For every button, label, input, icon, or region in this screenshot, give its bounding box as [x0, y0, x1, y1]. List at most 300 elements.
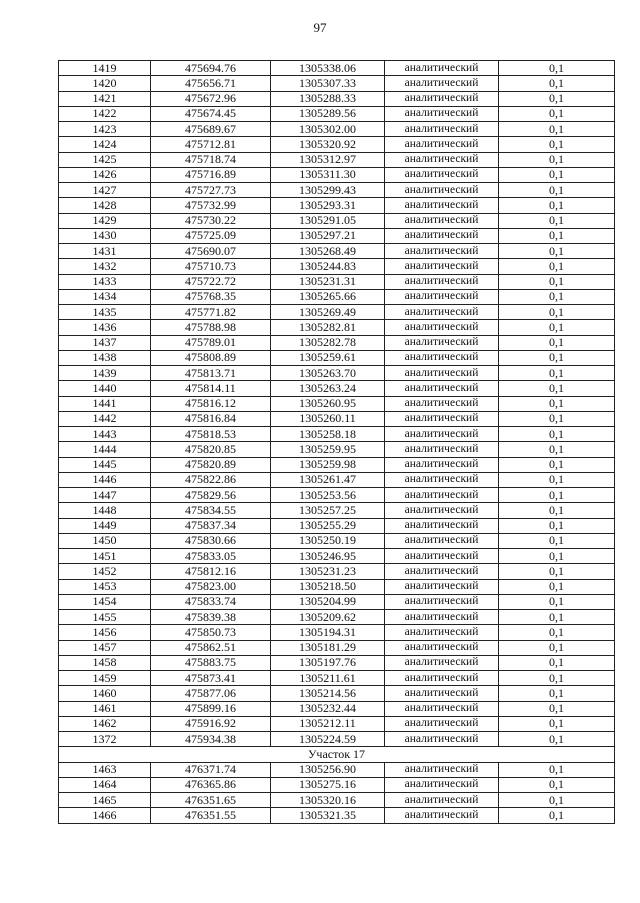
- table-row: [59, 91, 615, 106]
- method-cell: аналитический: [385, 610, 499, 625]
- accuracy-cell: 0,1: [499, 549, 615, 564]
- method-cell: аналитический: [385, 411, 499, 426]
- y-coordinate-cell: 1305307.33: [271, 76, 385, 91]
- table-body-part2: [59, 762, 615, 823]
- method-cell: аналитический: [385, 549, 499, 564]
- point-number-cell: 1436: [59, 320, 151, 335]
- method-cell: аналитический: [385, 640, 499, 655]
- x-coordinate-cell: 475916.92: [151, 716, 271, 731]
- accuracy-cell: 0,1: [499, 457, 615, 472]
- point-number-cell: 1460: [59, 686, 151, 701]
- y-coordinate-cell: 1305275.16: [271, 777, 385, 792]
- x-coordinate-cell: 475839.38: [151, 610, 271, 625]
- table-row: [59, 762, 615, 777]
- y-coordinate-cell: 1305257.25: [271, 503, 385, 518]
- y-coordinate-cell: 1305218.50: [271, 579, 385, 594]
- accuracy-cell: 0,1: [499, 808, 615, 823]
- y-coordinate-cell: 1305282.81: [271, 320, 385, 335]
- table-row: [59, 564, 615, 579]
- method-cell: аналитический: [385, 793, 499, 808]
- y-coordinate-cell: 1305231.31: [271, 274, 385, 289]
- accuracy-cell: 0,1: [499, 198, 615, 213]
- method-cell: аналитический: [385, 305, 499, 320]
- x-coordinate-cell: 475812.16: [151, 564, 271, 579]
- accuracy-cell: 0,1: [499, 701, 615, 716]
- table-row: [59, 76, 615, 91]
- x-coordinate-cell: 475789.01: [151, 335, 271, 350]
- table-row: [59, 655, 615, 670]
- accuracy-cell: 0,1: [499, 640, 615, 655]
- x-coordinate-cell: 475820.89: [151, 457, 271, 472]
- accuracy-cell: 0,1: [499, 655, 615, 670]
- y-coordinate-cell: 1305204.99: [271, 594, 385, 609]
- method-cell: аналитический: [385, 427, 499, 442]
- table-row: [59, 518, 615, 533]
- y-coordinate-cell: 1305255.29: [271, 518, 385, 533]
- method-cell: аналитический: [385, 350, 499, 365]
- table-row: [59, 335, 615, 350]
- accuracy-cell: 0,1: [499, 594, 615, 609]
- table-row: [59, 793, 615, 808]
- y-coordinate-cell: 1305338.06: [271, 61, 385, 76]
- method-cell: аналитический: [385, 61, 499, 76]
- point-number-cell: 1448: [59, 503, 151, 518]
- y-coordinate-cell: 1305181.29: [271, 640, 385, 655]
- x-coordinate-cell: 475934.38: [151, 732, 271, 747]
- method-cell: аналитический: [385, 228, 499, 243]
- method-cell: аналитический: [385, 106, 499, 121]
- method-cell: аналитический: [385, 167, 499, 182]
- accuracy-cell: 0,1: [499, 350, 615, 365]
- table-row: [59, 610, 615, 625]
- table-row: [59, 442, 615, 457]
- table-row: [59, 228, 615, 243]
- accuracy-cell: 0,1: [499, 335, 615, 350]
- accuracy-cell: 0,1: [499, 366, 615, 381]
- method-cell: аналитический: [385, 762, 499, 777]
- table-row: [59, 488, 615, 503]
- section-title: Участок 17: [59, 747, 615, 762]
- y-coordinate-cell: 1305268.49: [271, 244, 385, 259]
- x-coordinate-cell: 475722.72: [151, 274, 271, 289]
- table-row: [59, 579, 615, 594]
- point-number-cell: 1372: [59, 732, 151, 747]
- point-number-cell: 1434: [59, 289, 151, 304]
- x-coordinate-cell: 475732.99: [151, 198, 271, 213]
- table-row: [59, 350, 615, 365]
- x-coordinate-cell: 475833.74: [151, 594, 271, 609]
- accuracy-cell: 0,1: [499, 427, 615, 442]
- accuracy-cell: 0,1: [499, 686, 615, 701]
- x-coordinate-cell: 475656.71: [151, 76, 271, 91]
- table-row: [59, 457, 615, 472]
- point-number-cell: 1466: [59, 808, 151, 823]
- table-row: [59, 167, 615, 182]
- point-number-cell: 1432: [59, 259, 151, 274]
- table-row: [59, 396, 615, 411]
- method-cell: аналитический: [385, 808, 499, 823]
- point-number-cell: 1433: [59, 274, 151, 289]
- x-coordinate-cell: 475818.53: [151, 427, 271, 442]
- point-number-cell: 1452: [59, 564, 151, 579]
- x-coordinate-cell: 475813.71: [151, 366, 271, 381]
- method-cell: аналитический: [385, 716, 499, 731]
- point-number-cell: 1428: [59, 198, 151, 213]
- method-cell: аналитический: [385, 320, 499, 335]
- table-row: [59, 732, 615, 747]
- point-number-cell: 1442: [59, 411, 151, 426]
- point-number-cell: 1427: [59, 183, 151, 198]
- point-number-cell: 1443: [59, 427, 151, 442]
- method-cell: аналитический: [385, 274, 499, 289]
- point-number-cell: 1461: [59, 701, 151, 716]
- method-cell: аналитический: [385, 732, 499, 747]
- y-coordinate-cell: 1305291.05: [271, 213, 385, 228]
- table-row: [59, 503, 615, 518]
- y-coordinate-cell: 1305231.23: [271, 564, 385, 579]
- point-number-cell: 1462: [59, 716, 151, 731]
- table-row: [59, 671, 615, 686]
- method-cell: аналитический: [385, 594, 499, 609]
- table-row: [59, 61, 615, 76]
- table-row: [59, 625, 615, 640]
- method-cell: аналитический: [385, 213, 499, 228]
- table-row: [59, 777, 615, 792]
- method-cell: аналитический: [385, 259, 499, 274]
- accuracy-cell: 0,1: [499, 442, 615, 457]
- y-coordinate-cell: 1305256.90: [271, 762, 385, 777]
- point-number-cell: 1435: [59, 305, 151, 320]
- x-coordinate-cell: 475771.82: [151, 305, 271, 320]
- point-number-cell: 1440: [59, 381, 151, 396]
- method-cell: аналитический: [385, 76, 499, 91]
- x-coordinate-cell: 475725.09: [151, 228, 271, 243]
- y-coordinate-cell: 1305312.97: [271, 152, 385, 167]
- x-coordinate-cell: 475823.00: [151, 579, 271, 594]
- point-number-cell: 1445: [59, 457, 151, 472]
- method-cell: аналитический: [385, 518, 499, 533]
- point-number-cell: 1421: [59, 91, 151, 106]
- accuracy-cell: 0,1: [499, 472, 615, 487]
- point-number-cell: 1451: [59, 549, 151, 564]
- accuracy-cell: 0,1: [499, 396, 615, 411]
- accuracy-cell: 0,1: [499, 533, 615, 548]
- point-number-cell: 1431: [59, 244, 151, 259]
- table-row: [59, 244, 615, 259]
- method-cell: аналитический: [385, 564, 499, 579]
- x-coordinate-cell: 475830.66: [151, 533, 271, 548]
- point-number-cell: 1465: [59, 793, 151, 808]
- accuracy-cell: 0,1: [499, 671, 615, 686]
- accuracy-cell: 0,1: [499, 76, 615, 91]
- method-cell: аналитический: [385, 472, 499, 487]
- accuracy-cell: 0,1: [499, 228, 615, 243]
- y-coordinate-cell: 1305299.43: [271, 183, 385, 198]
- page-number: 97: [313, 20, 327, 35]
- point-number-cell: 1453: [59, 579, 151, 594]
- table-row: [59, 366, 615, 381]
- point-number-cell: 1464: [59, 777, 151, 792]
- y-coordinate-cell: 1305250.19: [271, 533, 385, 548]
- accuracy-cell: 0,1: [499, 137, 615, 152]
- method-cell: аналитический: [385, 91, 499, 106]
- x-coordinate-cell: 476351.65: [151, 793, 271, 808]
- section-row: [59, 747, 615, 762]
- y-coordinate-cell: 1305212.11: [271, 716, 385, 731]
- table-row: [59, 549, 615, 564]
- x-coordinate-cell: 475730.22: [151, 213, 271, 228]
- accuracy-cell: 0,1: [499, 793, 615, 808]
- y-coordinate-cell: 1305320.92: [271, 137, 385, 152]
- table-row: [59, 411, 615, 426]
- accuracy-cell: 0,1: [499, 762, 615, 777]
- accuracy-cell: 0,1: [499, 503, 615, 518]
- accuracy-cell: 0,1: [499, 777, 615, 792]
- accuracy-cell: 0,1: [499, 91, 615, 106]
- point-number-cell: 1454: [59, 594, 151, 609]
- accuracy-cell: 0,1: [499, 518, 615, 533]
- x-coordinate-cell: 475822.86: [151, 472, 271, 487]
- y-coordinate-cell: 1305263.24: [271, 381, 385, 396]
- table-row: [59, 106, 615, 121]
- y-coordinate-cell: 1305288.33: [271, 91, 385, 106]
- table-row: [59, 808, 615, 823]
- y-coordinate-cell: 1305232.44: [271, 701, 385, 716]
- table-row: [59, 381, 615, 396]
- accuracy-cell: 0,1: [499, 213, 615, 228]
- table-row: [59, 152, 615, 167]
- x-coordinate-cell: 475768.35: [151, 289, 271, 304]
- y-coordinate-cell: 1305265.66: [271, 289, 385, 304]
- y-coordinate-cell: 1305320.16: [271, 793, 385, 808]
- x-coordinate-cell: 475694.76: [151, 61, 271, 76]
- accuracy-cell: 0,1: [499, 183, 615, 198]
- x-coordinate-cell: 475899.16: [151, 701, 271, 716]
- x-coordinate-cell: 475808.89: [151, 350, 271, 365]
- y-coordinate-cell: 1305224.59: [271, 732, 385, 747]
- method-cell: аналитический: [385, 198, 499, 213]
- accuracy-cell: 0,1: [499, 381, 615, 396]
- accuracy-cell: 0,1: [499, 106, 615, 121]
- table-row: [59, 213, 615, 228]
- table-row: [59, 320, 615, 335]
- point-number-cell: 1419: [59, 61, 151, 76]
- table-row: [59, 427, 615, 442]
- accuracy-cell: 0,1: [499, 289, 615, 304]
- y-coordinate-cell: 1305259.98: [271, 457, 385, 472]
- y-coordinate-cell: 1305197.76: [271, 655, 385, 670]
- accuracy-cell: 0,1: [499, 411, 615, 426]
- point-number-cell: 1420: [59, 76, 151, 91]
- y-coordinate-cell: 1305194.31: [271, 625, 385, 640]
- x-coordinate-cell: 475873.41: [151, 671, 271, 686]
- x-coordinate-cell: 475788.98: [151, 320, 271, 335]
- x-coordinate-cell: 475716.89: [151, 167, 271, 182]
- point-number-cell: 1439: [59, 366, 151, 381]
- point-number-cell: 1422: [59, 106, 151, 121]
- table-row: [59, 183, 615, 198]
- table-row: [59, 701, 615, 716]
- y-coordinate-cell: 1305302.00: [271, 122, 385, 137]
- accuracy-cell: 0,1: [499, 610, 615, 625]
- point-number-cell: 1455: [59, 610, 151, 625]
- table-row: [59, 122, 615, 137]
- point-number-cell: 1456: [59, 625, 151, 640]
- table-row: [59, 305, 615, 320]
- y-coordinate-cell: 1305259.61: [271, 350, 385, 365]
- point-number-cell: 1449: [59, 518, 151, 533]
- accuracy-cell: 0,1: [499, 244, 615, 259]
- table-row: [59, 686, 615, 701]
- table-row: [59, 716, 615, 731]
- y-coordinate-cell: 1305321.35: [271, 808, 385, 823]
- x-coordinate-cell: 475672.96: [151, 91, 271, 106]
- accuracy-cell: 0,1: [499, 61, 615, 76]
- x-coordinate-cell: 475837.34: [151, 518, 271, 533]
- x-coordinate-cell: 475820.85: [151, 442, 271, 457]
- table-row: [59, 472, 615, 487]
- y-coordinate-cell: 1305289.56: [271, 106, 385, 121]
- x-coordinate-cell: 475850.73: [151, 625, 271, 640]
- y-coordinate-cell: 1305297.21: [271, 228, 385, 243]
- table-row: [59, 640, 615, 655]
- x-coordinate-cell: 475710.73: [151, 259, 271, 274]
- x-coordinate-cell: 475727.73: [151, 183, 271, 198]
- point-number-cell: 1437: [59, 335, 151, 350]
- table-body-part1: [59, 61, 615, 747]
- accuracy-cell: 0,1: [499, 305, 615, 320]
- method-cell: аналитический: [385, 671, 499, 686]
- method-cell: аналитический: [385, 625, 499, 640]
- y-coordinate-cell: 1305282.78: [271, 335, 385, 350]
- method-cell: аналитический: [385, 686, 499, 701]
- y-coordinate-cell: 1305269.49: [271, 305, 385, 320]
- table-row: [59, 259, 615, 274]
- table-row: [59, 533, 615, 548]
- x-coordinate-cell: 475674.45: [151, 106, 271, 121]
- y-coordinate-cell: 1305253.56: [271, 488, 385, 503]
- x-coordinate-cell: 475877.06: [151, 686, 271, 701]
- y-coordinate-cell: 1305244.83: [271, 259, 385, 274]
- method-cell: аналитический: [385, 335, 499, 350]
- y-coordinate-cell: 1305260.11: [271, 411, 385, 426]
- table-row: [59, 594, 615, 609]
- method-cell: аналитический: [385, 366, 499, 381]
- point-number-cell: 1459: [59, 671, 151, 686]
- accuracy-cell: 0,1: [499, 274, 615, 289]
- x-coordinate-cell: 476371.74: [151, 762, 271, 777]
- accuracy-cell: 0,1: [499, 167, 615, 182]
- x-coordinate-cell: 475816.12: [151, 396, 271, 411]
- x-coordinate-cell: 476365.86: [151, 777, 271, 792]
- method-cell: аналитический: [385, 488, 499, 503]
- method-cell: аналитический: [385, 777, 499, 792]
- point-number-cell: 1447: [59, 488, 151, 503]
- point-number-cell: 1426: [59, 167, 151, 182]
- y-coordinate-cell: 1305214.56: [271, 686, 385, 701]
- method-cell: аналитический: [385, 122, 499, 137]
- x-coordinate-cell: 476351.55: [151, 808, 271, 823]
- point-number-cell: 1429: [59, 213, 151, 228]
- accuracy-cell: 0,1: [499, 716, 615, 731]
- x-coordinate-cell: 475814.11: [151, 381, 271, 396]
- y-coordinate-cell: 1305259.95: [271, 442, 385, 457]
- y-coordinate-cell: 1305293.31: [271, 198, 385, 213]
- y-coordinate-cell: 1305311.30: [271, 167, 385, 182]
- y-coordinate-cell: 1305263.70: [271, 366, 385, 381]
- accuracy-cell: 0,1: [499, 259, 615, 274]
- method-cell: аналитический: [385, 137, 499, 152]
- x-coordinate-cell: 475712.81: [151, 137, 271, 152]
- table-row: [59, 289, 615, 304]
- method-cell: аналитический: [385, 457, 499, 472]
- y-coordinate-cell: 1305258.18: [271, 427, 385, 442]
- method-cell: аналитический: [385, 655, 499, 670]
- y-coordinate-cell: 1305209.62: [271, 610, 385, 625]
- method-cell: аналитический: [385, 183, 499, 198]
- x-coordinate-cell: 475816.84: [151, 411, 271, 426]
- method-cell: аналитический: [385, 381, 499, 396]
- accuracy-cell: 0,1: [499, 488, 615, 503]
- point-number-cell: 1458: [59, 655, 151, 670]
- accuracy-cell: 0,1: [499, 625, 615, 640]
- method-cell: аналитический: [385, 289, 499, 304]
- accuracy-cell: 0,1: [499, 564, 615, 579]
- x-coordinate-cell: 475829.56: [151, 488, 271, 503]
- table-row: [59, 274, 615, 289]
- point-number-cell: 1446: [59, 472, 151, 487]
- method-cell: аналитический: [385, 152, 499, 167]
- table-row: [59, 137, 615, 152]
- x-coordinate-cell: 475718.74: [151, 152, 271, 167]
- method-cell: аналитический: [385, 244, 499, 259]
- x-coordinate-cell: 475689.67: [151, 122, 271, 137]
- point-number-cell: 1457: [59, 640, 151, 655]
- point-number-cell: 1424: [59, 137, 151, 152]
- method-cell: аналитический: [385, 579, 499, 594]
- point-number-cell: 1450: [59, 533, 151, 548]
- y-coordinate-cell: 1305261.47: [271, 472, 385, 487]
- x-coordinate-cell: 475690.07: [151, 244, 271, 259]
- accuracy-cell: 0,1: [499, 579, 615, 594]
- method-cell: аналитический: [385, 533, 499, 548]
- method-cell: аналитический: [385, 442, 499, 457]
- accuracy-cell: 0,1: [499, 152, 615, 167]
- point-number-cell: 1438: [59, 350, 151, 365]
- coordinates-table: [58, 60, 615, 824]
- x-coordinate-cell: 475834.55: [151, 503, 271, 518]
- point-number-cell: 1430: [59, 228, 151, 243]
- point-number-cell: 1441: [59, 396, 151, 411]
- point-number-cell: 1463: [59, 762, 151, 777]
- accuracy-cell: 0,1: [499, 320, 615, 335]
- y-coordinate-cell: 1305260.95: [271, 396, 385, 411]
- y-coordinate-cell: 1305246.95: [271, 549, 385, 564]
- point-number-cell: 1425: [59, 152, 151, 167]
- x-coordinate-cell: 475862.51: [151, 640, 271, 655]
- x-coordinate-cell: 475883.75: [151, 655, 271, 670]
- method-cell: аналитический: [385, 503, 499, 518]
- x-coordinate-cell: 475833.05: [151, 549, 271, 564]
- accuracy-cell: 0,1: [499, 732, 615, 747]
- table-row: [59, 198, 615, 213]
- section-header-group: [59, 747, 615, 762]
- method-cell: аналитический: [385, 701, 499, 716]
- point-number-cell: 1423: [59, 122, 151, 137]
- method-cell: аналитический: [385, 396, 499, 411]
- accuracy-cell: 0,1: [499, 122, 615, 137]
- y-coordinate-cell: 1305211.61: [271, 671, 385, 686]
